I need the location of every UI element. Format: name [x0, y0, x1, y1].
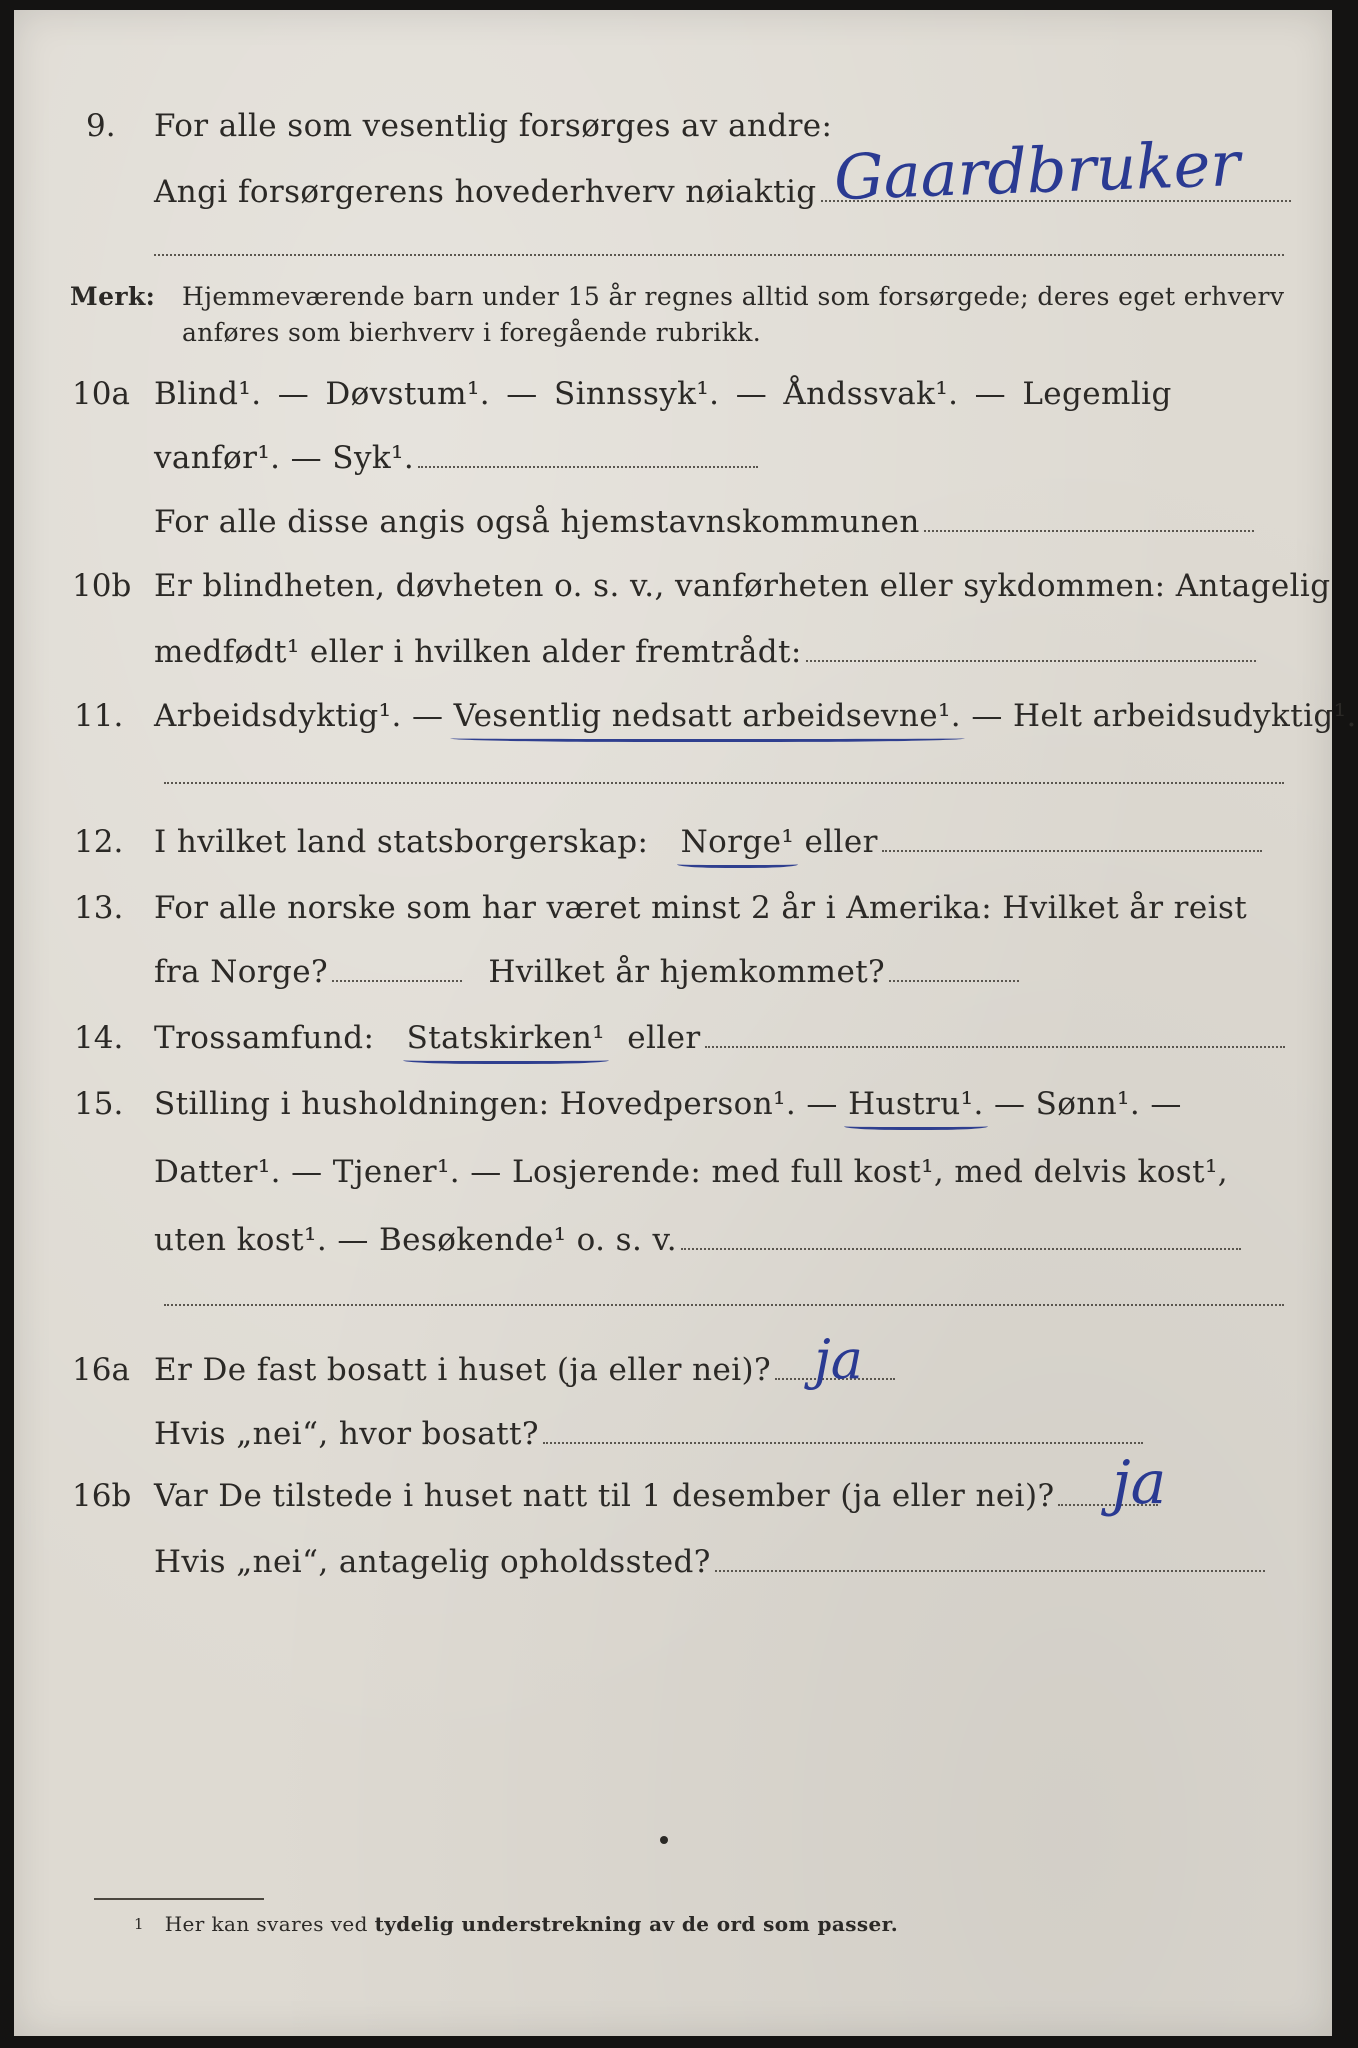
q11-blank-line	[164, 782, 1284, 784]
q9-number: 9.	[86, 108, 116, 144]
footnote-rule	[94, 1898, 264, 1900]
q9-line2: Angi forsørgerens hovederhverv nøiaktig	[154, 172, 1291, 212]
q10a-line3: For alle disse angis også hjemstavnskommunen	[154, 502, 1254, 542]
q16a-line2: Hvis „nei“, hvor bosatt?	[154, 1414, 1143, 1454]
footnote: $^1$ Her kan svares ved tydelig understrekning av de ord som passer.	[134, 1912, 899, 1936]
q16a-number: 16a	[72, 1352, 130, 1388]
q12-line: I hvilket land statsborgerskap: Norge¹ eller	[154, 822, 1262, 862]
q16b-line2: Hvis „nei“, antagelig opholdssted?	[154, 1542, 1265, 1582]
q16b-line1: Var De tilstede i huset natt til 1 desember (ja eller nei)?	[154, 1476, 1158, 1516]
q14-line: Trossamfund: Statskirken¹ eller	[154, 1018, 1285, 1058]
q10b-line1: Er blindheten, døvheten o. s. v., vanførheten eller sykdommen: Antagelig	[154, 568, 1331, 604]
q15-blank-line	[164, 1304, 1284, 1306]
q12-number: 12.	[74, 824, 124, 860]
merk-label: Merk:	[70, 282, 156, 311]
q10a-line2: vanfør¹. — Syk¹.	[154, 438, 758, 478]
q16b-number: 16b	[72, 1478, 132, 1514]
q10a-line1: Blind¹. — Døvstum¹. — Sinnssyk¹. — Åndssvak¹. — Legemlig	[154, 376, 1172, 412]
stray-dot	[660, 1836, 668, 1844]
q16a-line1: Er De fast bosatt i huset (ja eller nei)?	[154, 1350, 895, 1390]
q14-underlined-answer: Statskirken¹	[406, 1020, 606, 1056]
q15-underlined-answer: Hustru¹.	[848, 1086, 984, 1122]
q15-line2: Datter¹. — Tjener¹. — Losjerende: med full kost¹, med delvis kost¹,	[154, 1154, 1229, 1190]
q10b-line2: medfødt¹ eller i hvilken alder fremtrådt:	[154, 632, 1256, 672]
q10b-number: 10b	[72, 568, 132, 604]
q11-number: 11.	[74, 698, 124, 734]
merk-line1: Hjemmeværende barn under 15 år regnes alltid som forsørgede; deres eget erhverv	[182, 282, 1285, 311]
q15-line3: uten kost¹. — Besøkende¹ o. s. v.	[154, 1220, 1241, 1260]
q13-line2: fra Norge? Hvilket år hjemkommet?	[154, 952, 1019, 992]
q9-blank-line	[154, 254, 1284, 256]
q9-line1: For alle som vesentlig forsørges av andre:	[154, 108, 833, 144]
q15-number: 15.	[74, 1086, 124, 1122]
q15-line1: Stilling i husholdningen: Hovedperson¹. — Hustru¹. — Sønn¹. —	[154, 1086, 1182, 1122]
q11-line: Arbeidsdyktig¹. — Vesentlig nedsatt arbeidsevne¹. — Helt arbeidsudyktig¹.	[154, 698, 1357, 734]
q12-underlined-answer: Norge¹	[680, 824, 795, 860]
q11-underlined-answer: Vesentlig nedsatt arbeidsevne¹.	[453, 698, 962, 734]
q9-handwritten-answer: Gaardbruker	[832, 126, 1242, 215]
census-form-page	[14, 10, 1357, 2036]
q14-number: 14.	[74, 1020, 124, 1056]
q13-line1: For alle norske som har været minst 2 år i Amerika: Hvilket år reist	[154, 890, 1248, 926]
q16a-handwritten-answer: ja	[814, 1328, 863, 1391]
merk-line2: anføres som bierhverv i foregående rubrikk.	[182, 318, 762, 347]
q13-number: 13.	[74, 890, 124, 926]
q16b-handwritten-answer: ja	[1112, 1448, 1167, 1518]
q10a-number: 10a	[72, 376, 130, 412]
